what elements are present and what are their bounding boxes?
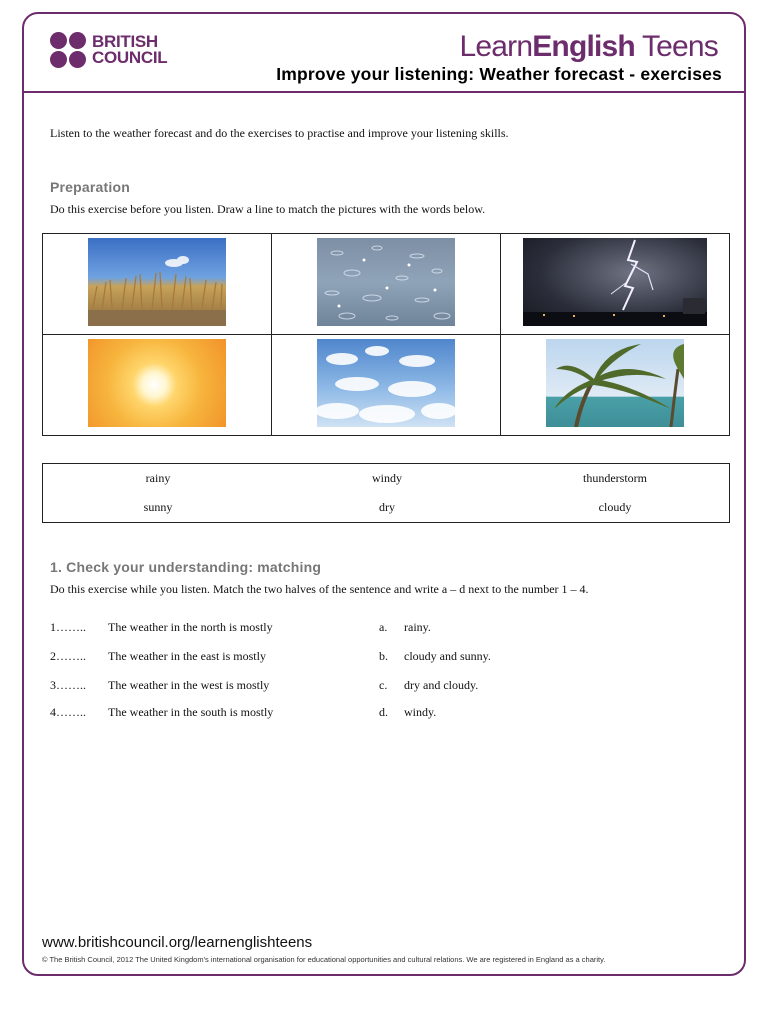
thunderstorm-photo — [523, 238, 707, 326]
matching-instruction: Do this exercise while you listen. Match the two halves of the sentence and write a – d next to the number 1 – 4. — [50, 582, 589, 596]
footer-copyright: © The British Council, 2012 The United Kingdom's international organisation for educational opportunities and cultural relations. We are registered in England as a charity. — [42, 955, 606, 964]
word-item: cloudy — [598, 500, 632, 514]
match-row — [50, 649, 730, 665]
word-item: rainy — [145, 471, 171, 485]
word-item: thunderstorm — [583, 471, 647, 485]
match-number: 2…….. — [50, 649, 86, 663]
match-ending: dry and cloudy. — [404, 678, 479, 692]
word-item: windy — [372, 471, 402, 485]
rain-photo — [317, 238, 455, 326]
picture-cell — [43, 335, 272, 436]
match-ending: cloudy and sunny. — [404, 649, 491, 663]
windy-palm-photo — [546, 339, 684, 427]
logo-learn: Learn — [459, 30, 533, 63]
match-stem: The weather in the west is mostly — [108, 678, 270, 692]
matching-heading: 1. Check your understanding: matching — [50, 559, 322, 575]
picture-cell — [272, 335, 501, 436]
sun-photo — [88, 339, 226, 427]
match-row — [50, 620, 730, 636]
british-council-dots-icon — [50, 32, 88, 68]
word-box — [42, 463, 730, 523]
word-item: dry — [379, 500, 395, 514]
clouds-photo — [317, 339, 455, 427]
bc-logo-line1: BRITISH — [92, 32, 158, 51]
british-council-logo — [50, 32, 167, 68]
preparation-heading: Preparation — [50, 179, 130, 195]
match-row — [50, 678, 730, 694]
match-number: 1…….. — [50, 620, 86, 634]
document-title: Improve your listening: Weather forecast - exercises — [276, 64, 722, 84]
bc-logo-line2: COUNCIL — [92, 48, 168, 67]
match-stem: The weather in the east is mostly — [108, 649, 266, 663]
match-letter: a. — [379, 620, 388, 634]
picture-cell — [272, 234, 501, 335]
match-letter: c. — [379, 678, 388, 692]
match-number: 3…….. — [50, 678, 86, 692]
dry-field-photo — [88, 238, 226, 326]
match-stem: The weather in the north is mostly — [108, 620, 273, 634]
match-stem: The weather in the south is mostly — [108, 705, 274, 719]
picture-cell — [43, 234, 272, 335]
match-ending: rainy. — [404, 620, 431, 634]
picture-grid — [42, 233, 730, 436]
picture-cell — [501, 234, 730, 335]
picture-cell — [501, 335, 730, 436]
preparation-instruction: Do this exercise before you listen. Draw a line to match the pictures with the words below. — [50, 202, 486, 216]
intro-text: Listen to the weather forecast and do the exercises to practise and improve your listening skills. — [50, 126, 509, 140]
match-letter: d. — [379, 705, 388, 719]
word-item: sunny — [143, 500, 173, 514]
learnenglish-teens-logo — [459, 30, 718, 64]
footer-url: www.britishcouncil.org/learnenglishteens — [42, 934, 313, 951]
logo-teens: Teens — [634, 30, 718, 63]
match-letter: b. — [379, 649, 388, 663]
header-divider — [22, 91, 746, 93]
match-ending: windy. — [404, 705, 437, 719]
logo-english: English — [532, 30, 635, 63]
match-number: 4…….. — [50, 705, 86, 719]
match-row — [50, 705, 730, 721]
